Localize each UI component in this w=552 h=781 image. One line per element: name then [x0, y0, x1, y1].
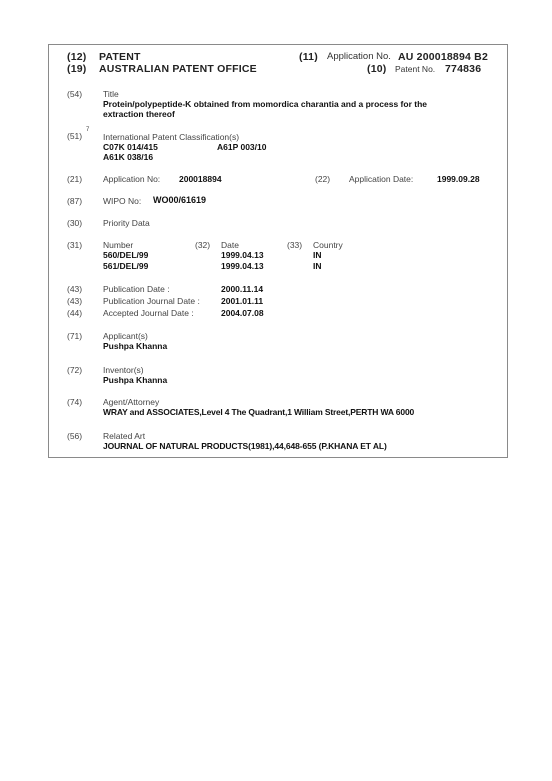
publication-date-value: 2000.11.14: [221, 284, 264, 294]
application-no-label: Application No.: [327, 51, 391, 62]
ipc-code: (51): [67, 131, 83, 141]
application-date-code: (22): [315, 174, 331, 184]
priority-row-1-country: IN: [313, 250, 322, 260]
title-code: (54): [67, 89, 83, 99]
priority-row-2-date: 1999.04.13: [221, 261, 264, 271]
priority-label: Priority Data: [103, 218, 150, 228]
application-code: (21): [67, 174, 83, 184]
header-code-19: (19): [67, 63, 87, 75]
priority-row-2-number: 561/DEL/99: [103, 261, 149, 271]
priority-row-1-number: 560/DEL/99: [103, 250, 149, 260]
related-art-value: JOURNAL OF NATURAL PRODUCTS(1981),44,648-655 (P.KHANA ET AL): [103, 441, 387, 451]
priority-date-label: Date: [221, 240, 239, 250]
header-code-12: (12): [67, 51, 87, 63]
agent-label: Agent/Attorney: [103, 397, 160, 407]
wipo-code: (87): [67, 196, 83, 206]
agent-code: (74): [67, 397, 83, 407]
publication-journal-date-code: (43): [67, 296, 83, 306]
priority-number-label: Number: [103, 240, 134, 250]
application-date-label: Application Date:: [349, 174, 414, 184]
priority-row-2-country: IN: [313, 261, 322, 271]
application-value: 200018894: [179, 174, 222, 184]
patent-no-label: Patent No.: [395, 64, 436, 74]
patent-no-value: 774836: [445, 63, 482, 75]
applicant-code: (71): [67, 331, 83, 341]
accepted-journal-date-code: (44): [67, 308, 83, 318]
related-art-code: (56): [67, 431, 83, 441]
application-no-value: AU 200018894 B2: [398, 51, 488, 63]
wipo-label: WIPO No:: [103, 196, 142, 206]
priority-code: (30): [67, 218, 83, 228]
application-label: Application No:: [103, 174, 161, 184]
wipo-value: WO00/61619: [153, 195, 207, 205]
applicant-label: Applicant(s): [103, 331, 148, 341]
inventor-code: (72): [67, 365, 83, 375]
priority-date-code: (32): [195, 240, 211, 250]
header-code-11: (11): [299, 51, 318, 63]
publication-date-code: (43): [67, 284, 83, 294]
ipc-class-1: C07K 014/415: [103, 142, 158, 152]
priority-country-label: Country: [313, 240, 343, 250]
ipc-class-3: A61K 038/16: [103, 152, 154, 162]
header-office: AUSTRALIAN PATENT OFFICE: [99, 63, 257, 75]
title-line-1: Protein/polypeptide-K obtained from momordica charantia and a process for the: [103, 99, 427, 109]
publication-journal-date-value: 2001.01.11: [221, 296, 264, 306]
priority-country-code: (33): [287, 240, 303, 250]
agent-value: WRAY and ASSOCIATES,Level 4 The Quadrant,1 William Street,PERTH WA 6000: [103, 407, 415, 417]
header-code-10: (10): [367, 63, 387, 75]
publication-journal-date-label: Publication Journal Date :: [103, 296, 200, 306]
title-line-2: extraction thereof: [103, 109, 175, 119]
inventor-value: Pushpa Khanna: [103, 375, 168, 385]
title-label: Title: [103, 89, 119, 99]
accepted-journal-date-value: 2004.07.08: [221, 308, 264, 318]
application-date-value: 1999.09.28: [437, 174, 480, 184]
priority-row-1-date: 1999.04.13: [221, 250, 264, 260]
accepted-journal-date-label: Accepted Journal Date :: [103, 308, 194, 318]
related-art-label: Related Art: [103, 431, 146, 441]
publication-date-label: Publication Date :: [103, 284, 170, 294]
ipc-edition-mark: 7: [86, 127, 90, 133]
patent-record-box: [48, 44, 508, 458]
ipc-class-2: A61P 003/10: [217, 142, 267, 152]
priority-number-code: (31): [67, 240, 83, 250]
inventor-label: Inventor(s): [103, 365, 144, 375]
applicant-value: Pushpa Khanna: [103, 341, 168, 351]
header-patent: PATENT: [99, 51, 141, 63]
ipc-label: International Patent Classification(s): [103, 132, 240, 142]
